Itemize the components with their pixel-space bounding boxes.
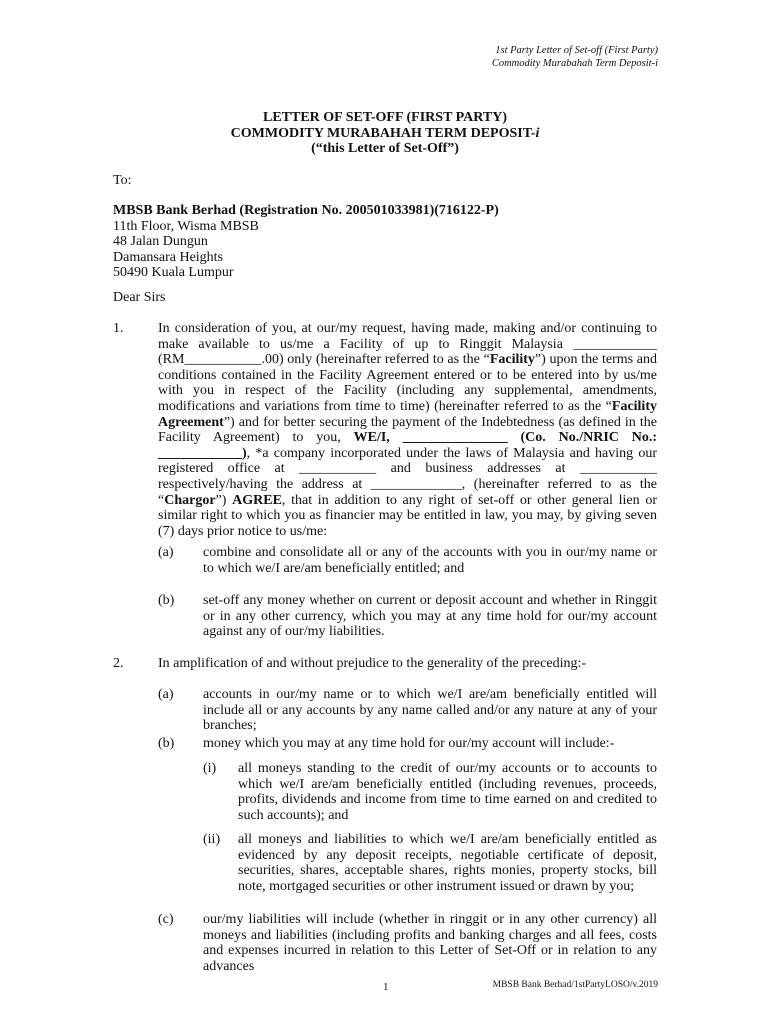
addressee-line-4: 50490 Kuala Lumpur — [113, 265, 234, 280]
to-label: To: — [113, 173, 132, 188]
addressee-block — [113, 203, 499, 281]
clause-1a-label: (a) — [158, 545, 174, 560]
clause-2b-ii-label: (ii) — [203, 832, 221, 847]
term-facility-agreement: Facility Agreement — [158, 398, 657, 430]
clause-2c-text: our/my liabilities will include (whether in ringgit or in any other currency) all moneys and liabilities (including profits and banking charges and all fees, costs and expenses incurred in relation to this Letter of Set-Off or in relation to any advances — [203, 912, 657, 974]
salutation: Dear Sirs — [113, 290, 166, 305]
clause-2b-i-label: (i) — [203, 761, 217, 776]
term-agree: AGREE — [232, 492, 282, 508]
clause-1-part-3: ”) and for better securing the payment of the Indebtedness (as defined in the Facility Agreement) to you, — [158, 414, 657, 446]
document-reference: MBSB Bank Berhad/1stPartyLOSO/v.2019 — [492, 980, 658, 990]
clause-1-part-5: ”) — [215, 492, 233, 508]
clause-2b-text: money which you may at any time hold for our/my account will include:- — [203, 736, 615, 751]
page-number: 1 — [383, 981, 389, 993]
clause-2b-ii-text: all moneys and liabilities to which we/I are/am beneficially entitled as evidenced by any deposit receipts, negotiable certificate of deposit, securities, shares, acceptable shares, rights monies, property stocks, bill note, mortgaged securities or other instrument issued or drawn by you; — [238, 832, 657, 894]
clause-2-intro: In amplification of and without prejudice to the generality of the preceding:- — [158, 656, 587, 671]
running-header — [492, 44, 658, 70]
clause-2-number: 2. — [113, 656, 124, 671]
party-identification: WE/I, _______________ (Co. No./NRIC No.: ____________) — [158, 430, 657, 461]
clause-1-part-6: , that in addition to any right of set-off or other general lien or similar right to which you as financier may be entitled in law, you may, by giving seven (7) days prior notice to us/me: — [158, 492, 657, 539]
title-line-2-suffix: i — [535, 125, 540, 141]
clause-2c-label: (c) — [158, 912, 174, 927]
addressee-name: MBSB Bank Berhad (Registration No. 200501033981)(716122-P) — [113, 203, 499, 218]
title-line-2 — [0, 126, 770, 142]
clause-1b-label: (b) — [158, 593, 175, 608]
addressee-line-1: 11th Floor, Wisma MBSB — [113, 218, 259, 234]
addressee-line-2: 48 Jalan Dungun — [113, 234, 208, 249]
clause-1-part-2: ”) upon the terms and conditions contained in the Facility Agreement entered or to be entered into by us/me with you in respect of the Facility (including any supplemental, amendments, modifications and variations from time to time) (hereinafter referred to as the “ — [158, 352, 657, 414]
clause-2a-text: accounts in our/my name or to which we/I are/am beneficially entitled will include all or any accounts by any name called and/or any nature at any of your branches; — [203, 687, 657, 734]
clause-1-part-1: In consideration of you, at our/my request, having made, making and/or continuing to make available to us/me a Facility of up to Ringgit Malaysia ____________ (RM___________.00) only (hereinafter referred to as the “ — [158, 321, 657, 368]
clause-2b-i-text: all moneys standing to the credit of our/my accounts or to accounts to which we/I are/am beneficially entitled (including revenues, proceeds, profits, dividends and income from time to time earned on and credited to such accounts); and — [238, 761, 657, 823]
clause-1a-text: combine and consolidate all or any of the accounts with you in our/my name or to which we/I are/am beneficially entitled; and — [203, 545, 657, 576]
addressee-line-3: Damansara Heights — [113, 249, 224, 265]
clause-1-part-4: , *a company incorporated under the laws of Malaysia and having our registered office at ___________ and business addresses at ___________ respectively/having the address at _____________, (hereinafter referred to as the “ — [158, 445, 657, 508]
clause-2b-label: (b) — [158, 736, 175, 751]
title-line-3: (“this Letter of Set-Off”) — [311, 141, 459, 156]
header-line-2: Commodity Murabahah Term Deposit-i — [491, 58, 658, 69]
term-facility: Facility — [489, 352, 535, 368]
term-chargor: Chargor — [164, 492, 216, 508]
clause-1b-text: set-off any money whether on current or deposit account and whether in Ringgit or in any other currency, which you may at any time hold for our/my account against any of our/my liabilities. — [203, 593, 657, 640]
clause-2a-label: (a) — [158, 687, 174, 702]
clause-1-text — [158, 321, 657, 539]
title-line-2-text: COMMODITY MURABAHAH TERM DEPOSIT- — [230, 125, 536, 141]
title-line-1: LETTER OF SET-OFF (FIRST PARTY) — [262, 110, 508, 125]
header-line-1: 1st Party Letter of Set-off (First Party) — [495, 45, 658, 56]
document-title — [0, 110, 770, 157]
clause-1-number: 1. — [113, 321, 124, 336]
